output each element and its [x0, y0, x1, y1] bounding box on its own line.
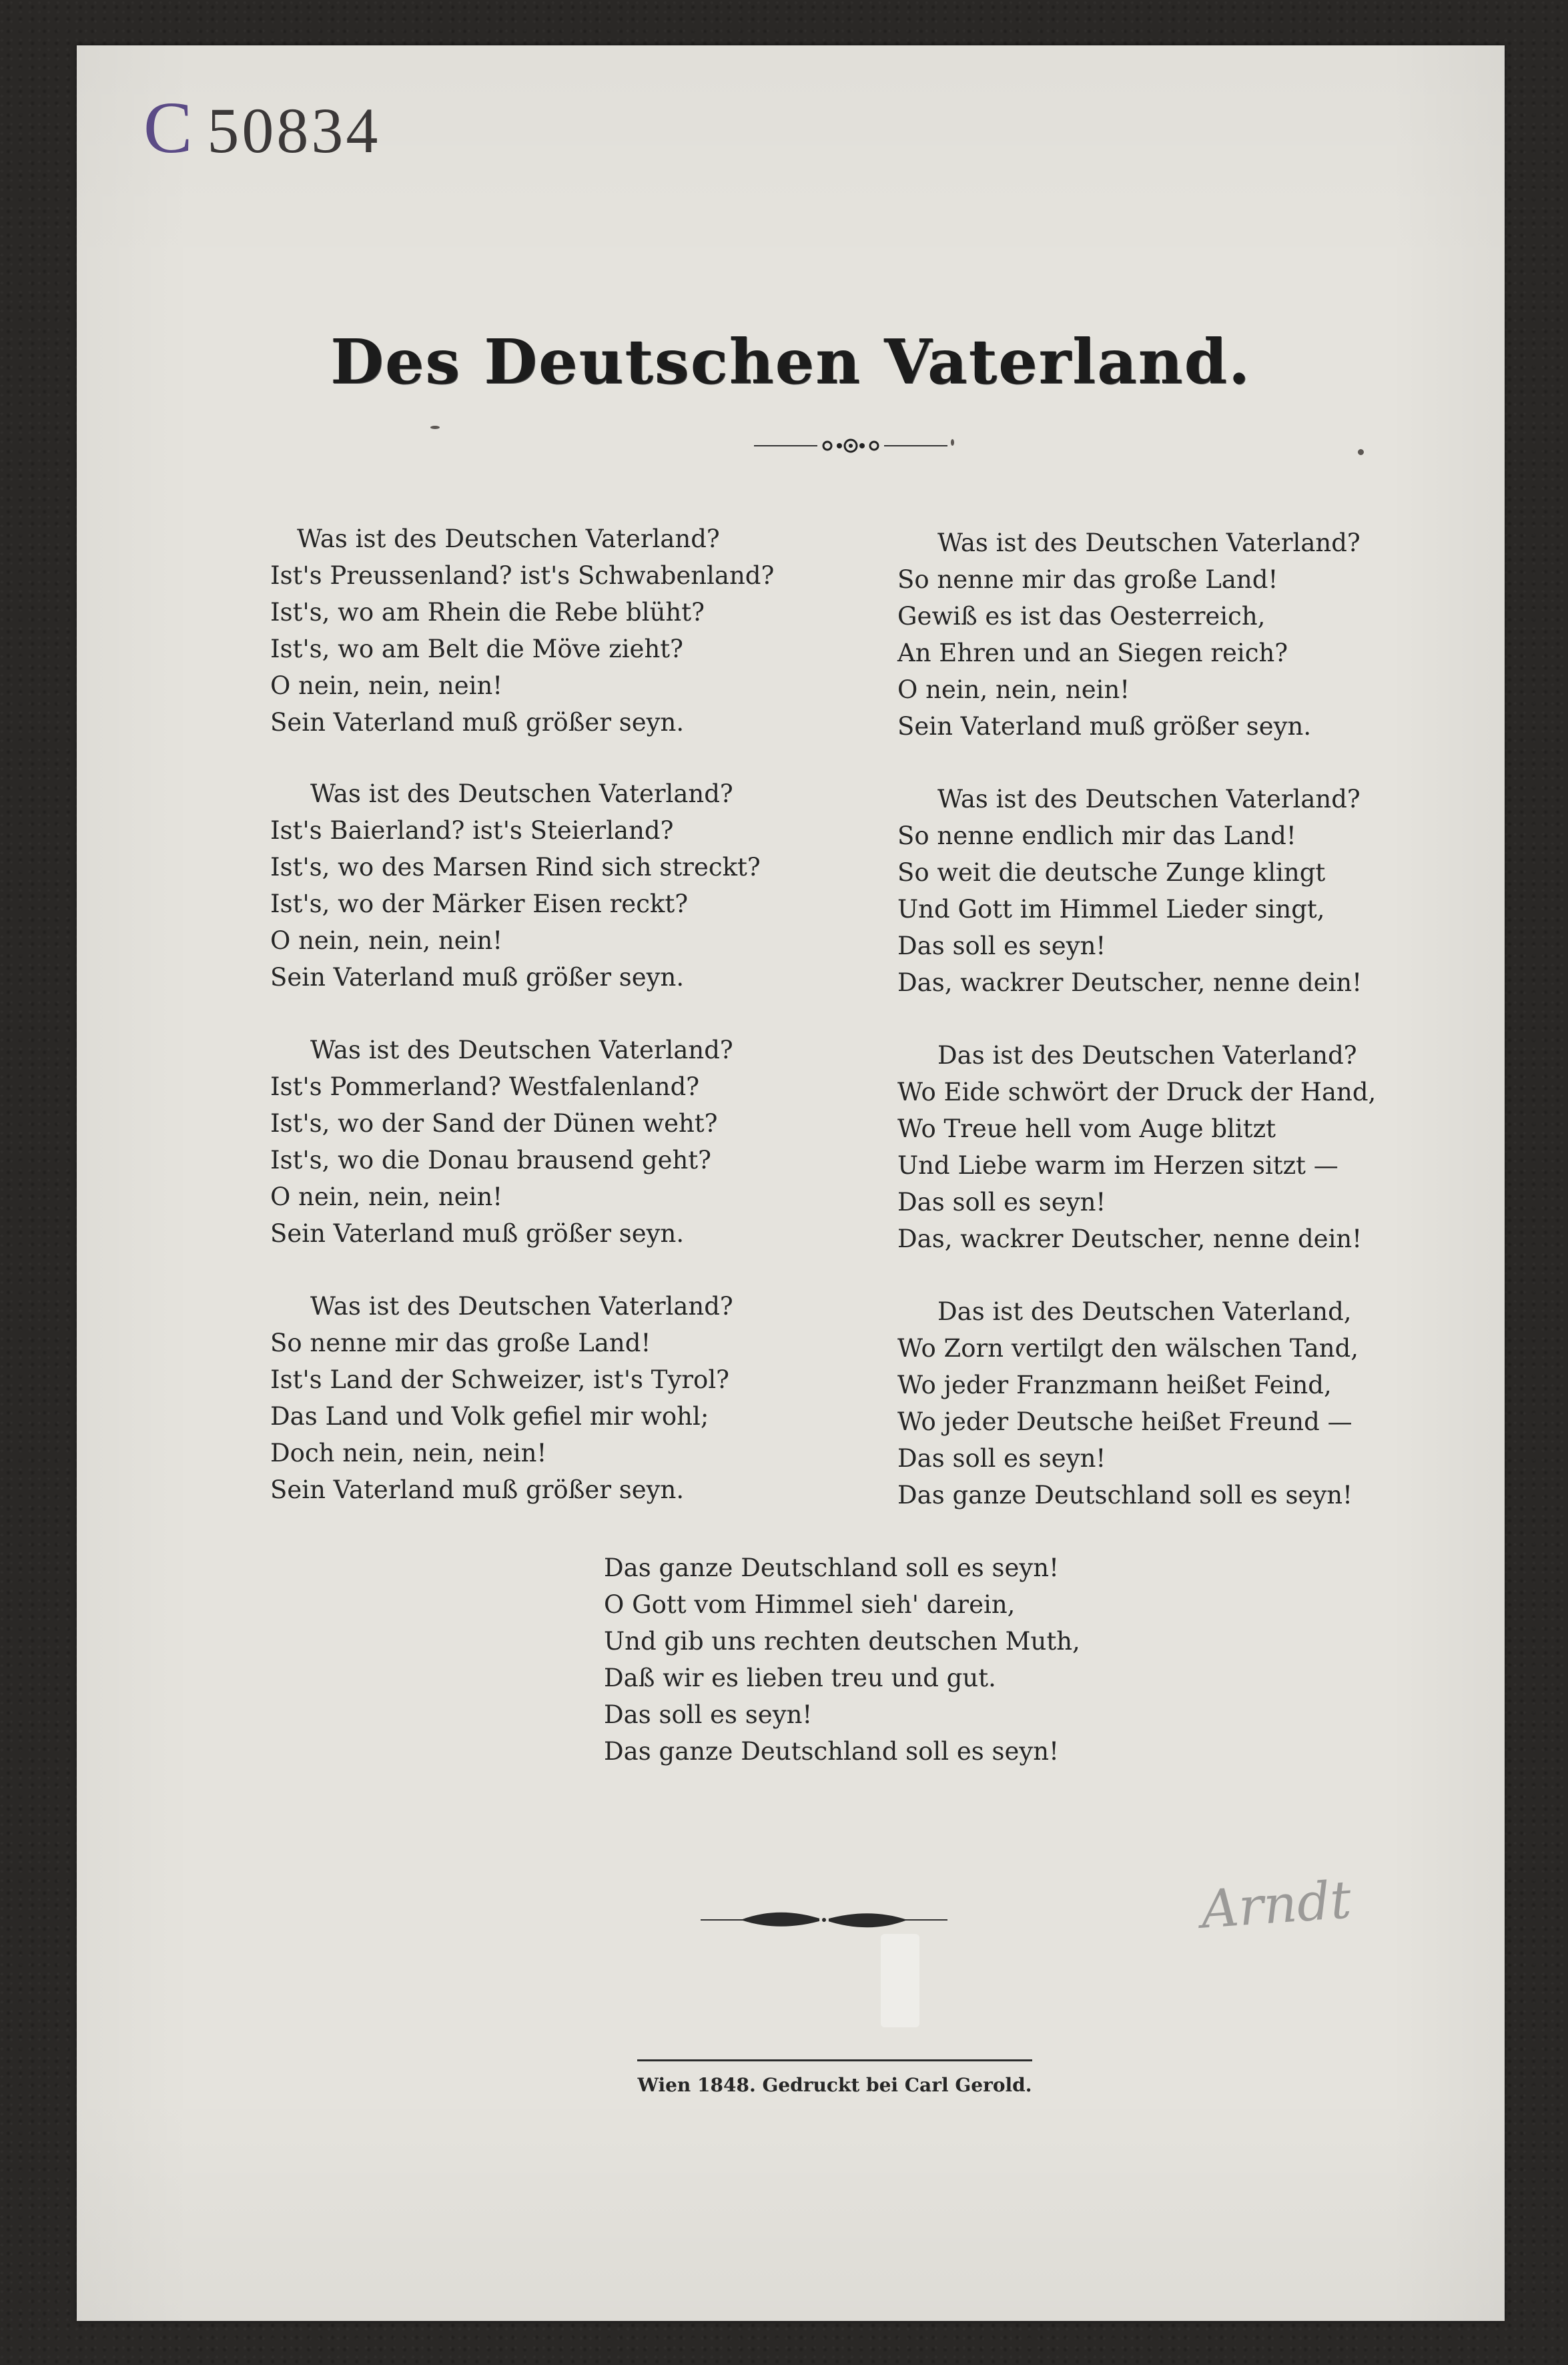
stanza-line: Ist's, wo der Märker Eisen reckt? [270, 890, 689, 918]
stanza-line: O nein, nein, nein! [897, 675, 1130, 704]
stanza-8 [897, 1293, 1358, 1513]
stanza-1 [270, 521, 774, 741]
stanza-line: Ist's Land der Schweizer, ist's Tyrol? [270, 1365, 729, 1394]
stanza-line: Das Land und Volk gefiel mir wohl; [270, 1402, 709, 1431]
stanza-line: Wo jeder Franzmann heißet Feind, [897, 1371, 1332, 1399]
bottom-ornament [701, 1909, 947, 1931]
broadsheet-page [77, 45, 1505, 2321]
stanza-line: Daß wir es lieben treu und gut. [604, 1664, 996, 1692]
stanza-6 [897, 781, 1362, 1001]
stanza-line: O nein, nein, nein! [270, 1182, 503, 1211]
paper-stain [881, 1934, 919, 2027]
stanza-line: Ist's, wo am Rhein die Rebe blüht? [270, 598, 705, 627]
stanza-line: Ist's, wo der Sand der Dünen weht? [270, 1109, 718, 1138]
stanza-line: Wo Treue hell vom Auge blitzt [897, 1114, 1276, 1143]
stanza-line: Was ist des Deutschen Vaterland? [297, 525, 720, 553]
printer-imprint: Wien 1848. Gedruckt bei Carl Gerold. [637, 2074, 1032, 2096]
stanza-line: Das soll es seyn! [604, 1700, 813, 1729]
stanza-2 [270, 775, 761, 996]
stanza-line: Sein Vaterland muß größer seyn. [270, 708, 685, 737]
stanza-line: Das, wackrer Deutscher, nenne dein! [897, 968, 1362, 997]
stanza-line: Was ist des Deutschen Vaterland? [310, 779, 733, 808]
stanza-line: So weit die deutsche Zunge klingt [897, 858, 1326, 887]
stanza-line: Das ganze Deutschland soll es seyn! [897, 1481, 1352, 1509]
stanza-line: Wo Zorn vertilgt den wälschen Tand, [897, 1334, 1359, 1363]
stanza-line: So nenne mir das große Land! [897, 565, 1278, 594]
imprint-rule [637, 2059, 1032, 2061]
stanza-line: Was ist des Deutschen Vaterland? [937, 785, 1360, 813]
stanza-line: Das ganze Deutschland soll es seyn! [604, 1554, 1059, 1582]
paper-speck [951, 439, 954, 446]
stanza-line: So nenne mir das große Land! [270, 1329, 651, 1357]
stanza-5 [897, 525, 1360, 745]
stanza-line: Und Gott im Himmel Lieder singt, [897, 895, 1325, 924]
stanza-line: Das soll es seyn! [897, 1188, 1106, 1217]
stanza-line: Sein Vaterland muß größer seyn. [270, 1475, 685, 1504]
stanza-7 [897, 1037, 1376, 1257]
stanza-line: O Gott vom Himmel sieh' darein, [604, 1590, 1016, 1619]
paper-speck [1358, 449, 1364, 455]
stanza-line: Und gib uns rechten deutschen Muth, [604, 1627, 1080, 1656]
poem-title: Des Deutschen Vaterland. [330, 326, 1251, 398]
stanza-line: Ist's, wo des Marsen Rind sich streckt? [270, 853, 761, 882]
stanza-line: Sein Vaterland muß größer seyn. [897, 712, 1312, 741]
stamp-letter: C [143, 87, 193, 168]
stanza-line: Das soll es seyn! [897, 932, 1106, 960]
stanza-line: Das soll es seyn! [897, 1444, 1106, 1473]
stanza-line: So nenne endlich mir das Land! [897, 821, 1296, 850]
stanza-line: Das ganze Deutschland soll es seyn! [604, 1737, 1059, 1766]
stanza-line: O nein, nein, nein! [270, 926, 503, 955]
stanza-line: Das ist des Deutschen Vaterland? [937, 1041, 1357, 1070]
stanza-line: Wo jeder Deutsche heißet Freund — [897, 1407, 1352, 1436]
stamp-number: 50834 [207, 95, 381, 166]
paper-speck [430, 426, 440, 429]
stanza-line: Ist's, wo am Belt die Möve zieht? [270, 635, 683, 663]
stanza-line: Das, wackrer Deutscher, nenne dein! [897, 1225, 1362, 1253]
stanza-9 [604, 1550, 1080, 1770]
stanza-line: Doch nein, nein, nein! [270, 1439, 547, 1467]
stanza-3 [270, 1032, 733, 1252]
stanza-line: Ist's Baierland? ist's Steierland? [270, 816, 674, 845]
stanza-line: Sein Vaterland muß größer seyn. [270, 963, 685, 992]
stanza-line: Was ist des Deutschen Vaterland? [310, 1036, 733, 1064]
stanza-line: Das ist des Deutschen Vaterland, [937, 1297, 1352, 1326]
stanza-line: Was ist des Deutschen Vaterland? [310, 1292, 733, 1321]
archive-stamp [143, 85, 380, 170]
stanza-line: Sein Vaterland muß größer seyn. [270, 1219, 685, 1248]
stanza-4 [270, 1288, 733, 1508]
stanza-line: Ist's Preussenland? ist's Schwabenland? [270, 561, 775, 590]
stanza-line: An Ehren und an Siegen reich? [897, 639, 1288, 667]
title-ornament [754, 436, 947, 456]
stanza-line: O nein, nein, nein! [270, 671, 503, 700]
stanza-line: Ist's, wo die Donau brausend geht? [270, 1146, 711, 1174]
handwritten-signature: Arndt [1199, 1870, 1354, 1941]
stanza-line: Und Liebe warm im Herzen sitzt — [897, 1151, 1338, 1180]
stanza-line: Was ist des Deutschen Vaterland? [937, 529, 1360, 557]
stanza-line: Ist's Pommerland? Westfalenland? [270, 1072, 700, 1101]
stanza-line: Gewiß es ist das Oesterreich, [897, 602, 1266, 631]
stanza-line: Wo Eide schwört der Druck der Hand, [897, 1078, 1377, 1106]
